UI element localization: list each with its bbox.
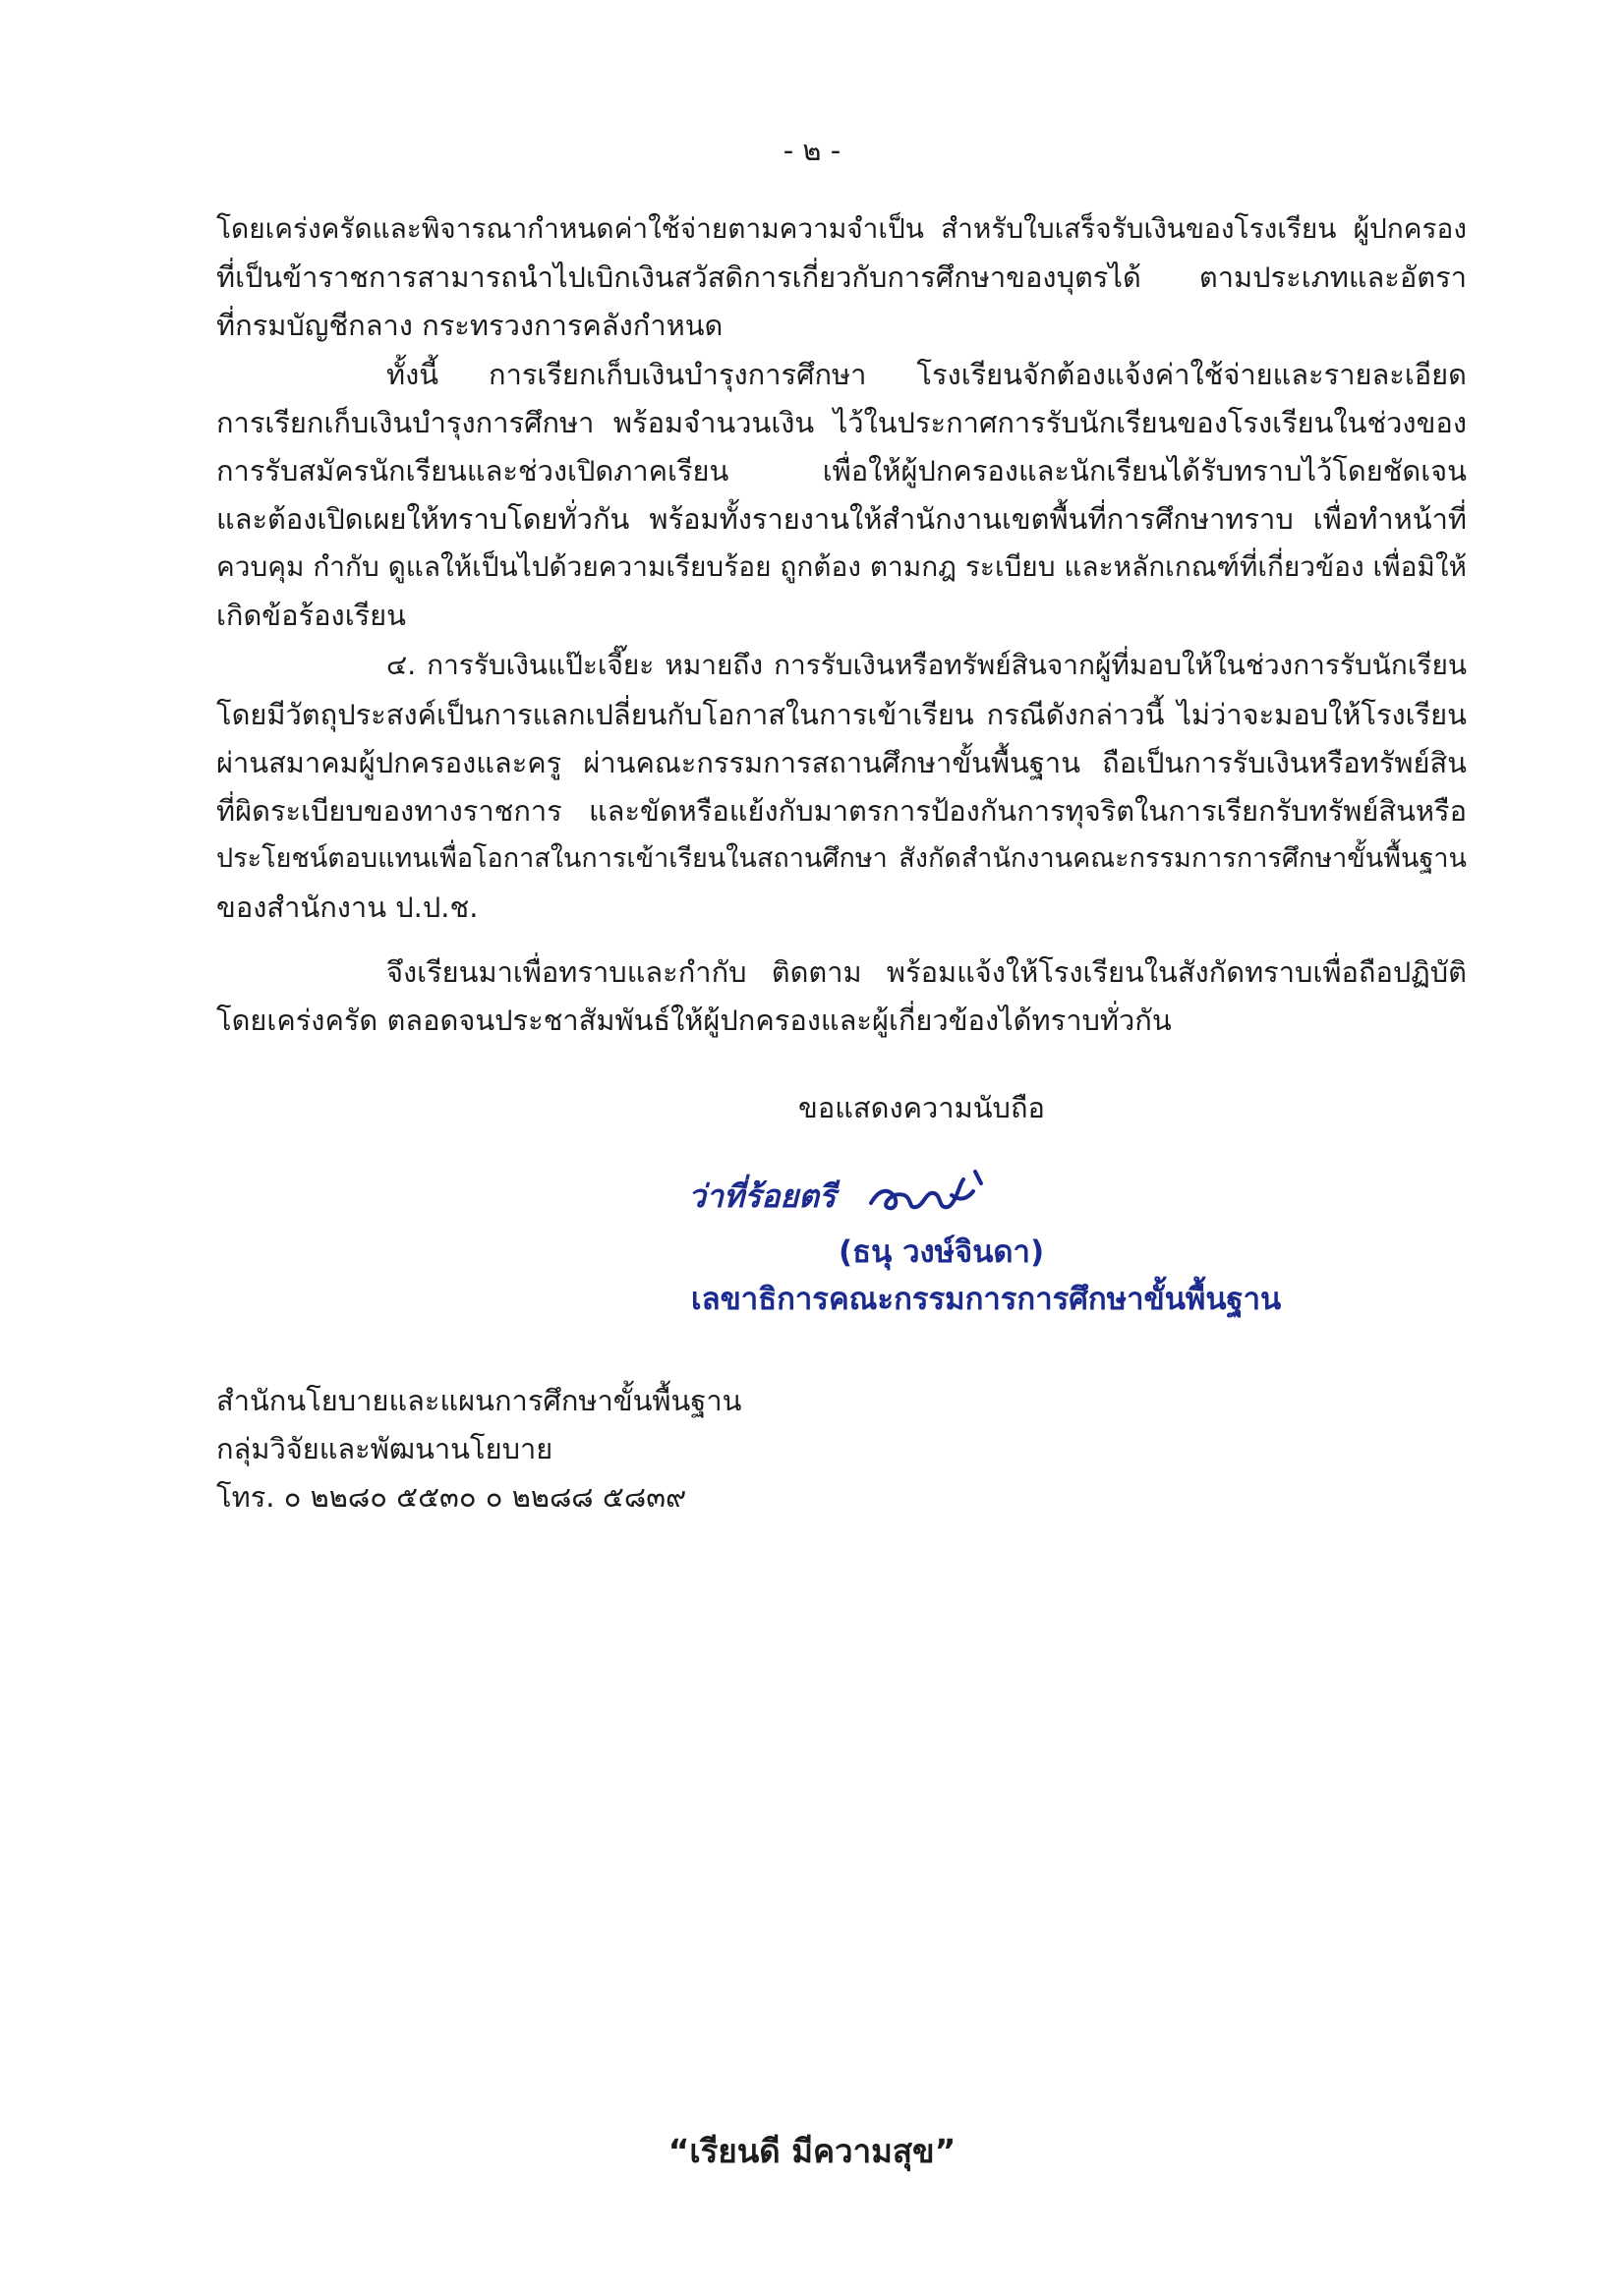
body-line-7: และต้องเปิดเผยให้ทราบโดยทั่วกัน พร้อมทั้งรายงานให้สำนักงานเขตพื้นที่การศึกษาทราบ เพื่อทำหน้าที่ [216, 502, 1467, 536]
body-line-6: การรับสมัครนักเรียนและช่วงเปิดภาคเรียน เพื่อให้ผู้ปกครองและนักเรียนได้รับทราบไว้โดยชัดเจน [216, 454, 1467, 488]
office-bureau: สำนักนโยบายและแผนการศึกษาขั้นพื้นฐาน [216, 1384, 742, 1417]
body-line-2: ที่เป็นข้าราชการสามารถนำไปเบิกเงินสวัสดิการเกี่ยวกับการศึกษาของบุตรได้ ตามประเภทและอัตรา [216, 260, 1467, 294]
body-line-8: ควบคุม กำกับ ดูแลให้เป็นไปด้วยความเรียบร้อย ถูกต้อง ตามกฎ ระเบียบ และหลักเกณฑ์ที่เกี่ยวข้อง เพื่อมิให้ [216, 550, 1467, 583]
office-group: กลุ่มวิจัยและพัฒนานโยบาย [216, 1432, 553, 1465]
body-line-11: โดยมีวัตถุประสงค์เป็นการแลกเปลี่ยนกับโอกาสในการเข้าเรียน กรณีดังกล่าวนี้ ไม่ว่าจะมอบให้โรงเรียน [216, 698, 1467, 731]
body-line-1: โดยเคร่งครัดและพิจารณากำหนดค่าใช้จ่ายตามความจำเป็น สำหรับใบเสร็จรับเงินของโรงเรียน ผู้ปกครอง [216, 212, 1467, 245]
handwritten-signature [865, 1162, 1003, 1227]
body-line-12: ผ่านสมาคมผู้ปกครองและครู ผ่านคณะกรรมการสถานศึกษาขั้นพื้นฐาน ถือเป็นการรับเงินหรือทรัพย์สิน [216, 746, 1467, 779]
closing-salutation: ขอแสดงความนับถือ [798, 1091, 1045, 1124]
signer-name: (ธนุ วงษ์จินดา) [839, 1234, 1045, 1270]
body-line-5: การเรียกเก็บเงินบำรุงการศึกษา พร้อมจำนวนเงิน ไว้ในประกาศการรับนักเรียนของโรงเรียนในช่วงของ [216, 406, 1467, 439]
body-line-16: จึงเรียนมาเพื่อทราบและกำกับ ติดตาม พร้อมแจ้งให้โรงเรียนในสังกัดทราบเพื่อถือปฏิบัติ [386, 955, 1467, 989]
body-line-15: ของสำนักงาน ป.ป.ช. [216, 890, 479, 924]
body-line-14: ประโยชน์ตอบแทนเพื่อโอกาสในการเข้าเรียนในสถานศึกษา สังกัดสำนักงานคณะกรรมการการศึกษาขั้นพื้นฐาน [216, 843, 1467, 874]
signer-position: เลขาธิการคณะกรรมการการศึกษาขั้นพื้นฐาน [691, 1282, 1282, 1317]
body-line-17: โดยเคร่งครัด ตลอดจนประชาสัมพันธ์ให้ผู้ปกครองและผู้เกี่ยวข้องได้ทราบทั่วกัน [216, 1004, 1172, 1037]
body-line-3: ที่กรมบัญชีกลาง กระทรวงการคลังกำหนด [216, 309, 724, 342]
page-number: - ๒ - [783, 134, 841, 167]
body-line-13: ที่ผิดระเบียบของทางราชการ และขัดหรือแย้งกับมาตรการป้องกันการทุจริตในการเรียกรับทรัพย์สินหรือ [216, 794, 1467, 828]
body-line-10: ๔. การรับเงินแป๊ะเจี๊ยะ หมายถึง การรับเงินหรือทรัพย์สินจากผู้ที่มอบให้ในช่วงการรับนักเรียน [386, 649, 1467, 681]
signer-rank: ว่าที่ร้อยตรี [688, 1177, 837, 1215]
office-phone: โทร. ๐ ๒๒๘๐ ๕๕๓๐ ๐ ๒๒๘๘ ๕๘๓๙ [216, 1480, 687, 1514]
motto: “เรียนดี มีความสุข” [667, 2132, 957, 2170]
body-line-9: เกิดข้อร้องเรียน [216, 599, 407, 632]
body-line-4: ทั้งนี้ การเรียกเก็บเงินบำรุงการศึกษา โรงเรียนจักต้องแจ้งค่าใช้จ่ายและรายละเอียด [386, 358, 1467, 391]
